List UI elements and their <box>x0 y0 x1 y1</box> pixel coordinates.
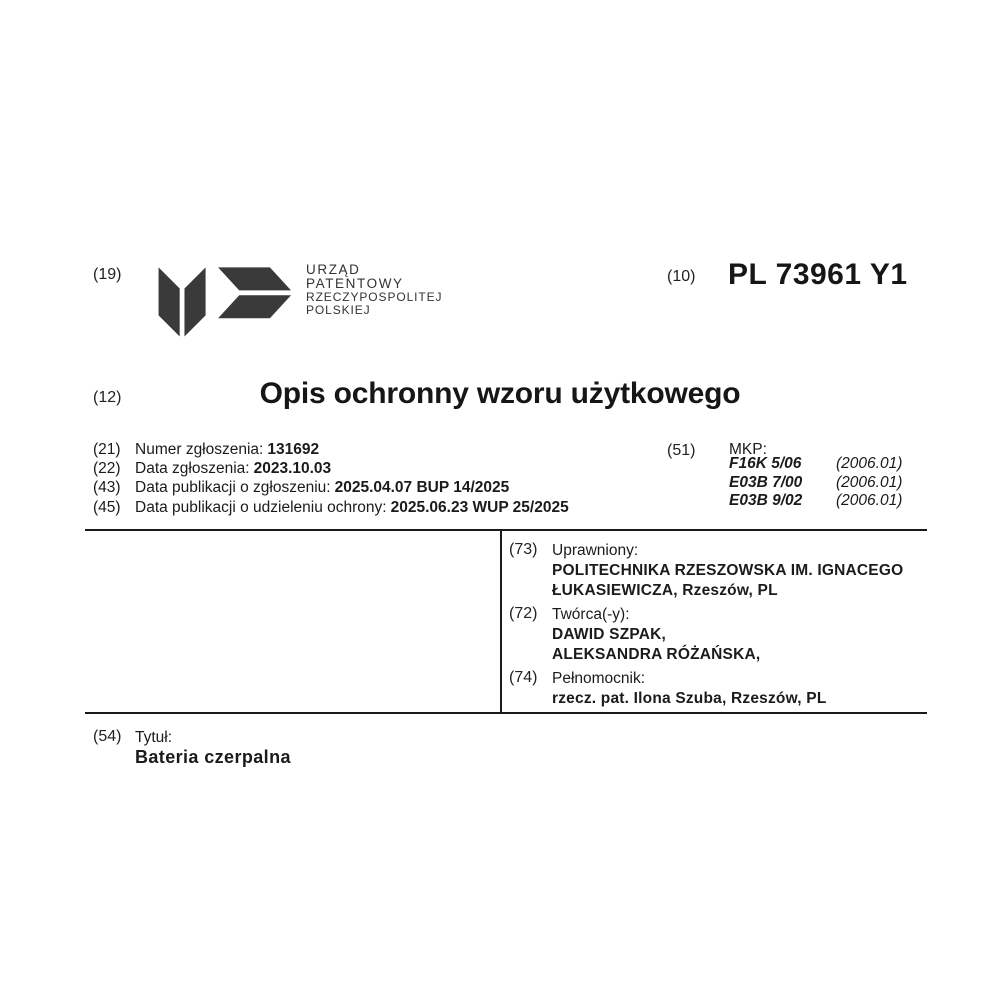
inid-code-51: (51) <box>667 442 696 459</box>
ipc-entry <box>729 492 902 511</box>
proprietor-name-line1: POLITECHNIKA RZESZOWSKA IM. IGNACEGO <box>552 562 904 579</box>
inventor-name-1: DAWID SZPAK, <box>552 626 667 643</box>
ipc-version: (2006.01) <box>836 492 903 510</box>
ipc-class: E03B 9/02 <box>729 492 803 510</box>
biblio-row-22 <box>93 459 569 478</box>
table-vertical-divider <box>500 531 502 712</box>
biblio-row-21 <box>93 440 569 459</box>
inid-code-45: (45) <box>93 498 121 516</box>
inid-code-10: (10) <box>667 268 696 285</box>
inid-code-72: (72) <box>509 605 538 622</box>
document-type-title: Opis ochronny wzoru użytkowego <box>259 377 741 410</box>
publication-number: PL 73961 Y1 <box>728 258 908 291</box>
inid-code-12: (12) <box>93 389 122 406</box>
office-name-line2: PATENTOWY <box>306 276 404 291</box>
parties-table-frame <box>85 529 927 714</box>
grant-publication-date: 2025.06.23 WUP 25/2025 <box>390 498 569 516</box>
biblio-left-column <box>93 440 569 517</box>
biblio-label: Data publikacji o udzieleniu ochrony: <box>135 498 387 516</box>
proprietor-name-line2: ŁUKASIEWICZA, Rzeszów, PL <box>552 582 778 599</box>
inid-code-73: (73) <box>509 541 538 558</box>
attorney-label: Pełnomocnik: <box>552 670 646 687</box>
office-name-line4: POLSKIEJ <box>306 302 371 317</box>
title-label: Tytuł: <box>135 729 173 746</box>
inventors-label: Twórca(-y): <box>552 606 630 623</box>
inid-code-19: (19) <box>93 266 122 283</box>
office-name <box>306 263 442 316</box>
patent-office-logo-icon <box>140 252 300 348</box>
ipc-version: (2006.01) <box>836 473 903 491</box>
ipc-version: (2006.01) <box>836 455 903 472</box>
biblio-row-43 <box>93 478 569 497</box>
ipc-class: E03B 7/00 <box>729 473 803 491</box>
inventor-name-2: ALEKSANDRA RÓŻAŃSKA, <box>552 646 761 663</box>
office-name-line1: URZĄD <box>306 262 361 277</box>
ipc-heading: MKP: <box>729 441 767 458</box>
biblio-label: Data zgłoszenia: <box>135 460 250 478</box>
office-name-line3: RZECZYPOSPOLITEJ <box>306 290 443 304</box>
biblio-label: Data publikacji o zgłoszeniu: <box>135 479 331 497</box>
invention-title: Bateria czerpalna <box>135 747 291 767</box>
filing-date: 2023.10.03 <box>253 460 332 478</box>
ipc-list <box>729 455 902 511</box>
inid-code-54: (54) <box>93 728 122 745</box>
biblio-row-45 <box>93 498 569 517</box>
ipc-entry <box>729 474 902 493</box>
attorney-name: rzecz. pat. Ilona Szuba, Rzeszów, PL <box>552 690 827 707</box>
ipc-entry <box>729 455 902 474</box>
application-number: 131692 <box>267 441 320 458</box>
proprietor-label: Uprawniony: <box>552 542 639 559</box>
inid-code-74: (74) <box>509 669 538 686</box>
biblio-label: Numer zgłoszenia: <box>135 441 264 458</box>
inid-code-43: (43) <box>93 479 121 497</box>
application-publication-date: 2025.04.07 BUP 14/2025 <box>334 479 510 497</box>
ipc-class: F16K 5/06 <box>729 455 802 472</box>
inid-code-21: (21) <box>93 441 121 458</box>
inid-code-22: (22) <box>93 460 121 478</box>
